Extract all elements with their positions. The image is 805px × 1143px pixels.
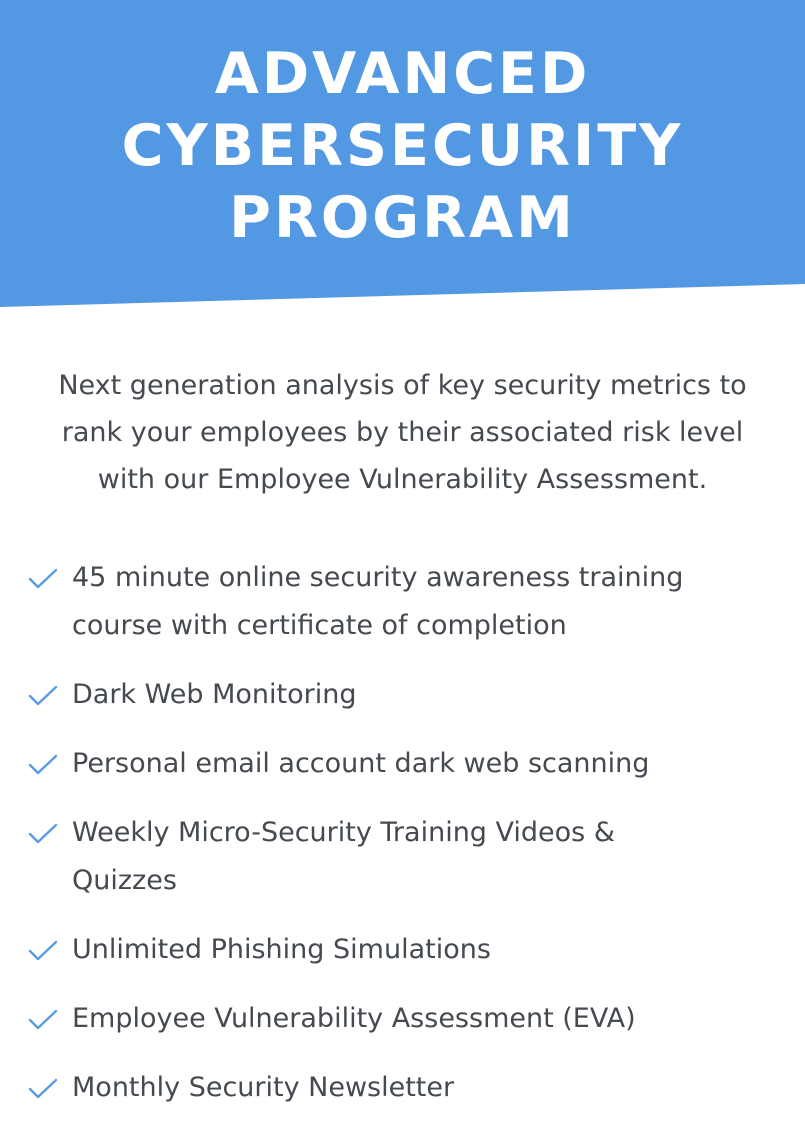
feature-item-text: Monthly Security Newsletter	[72, 1072, 455, 1103]
feature-item	[28, 740, 788, 788]
page-title	[0, 38, 805, 254]
feature-item	[28, 809, 788, 905]
feature-item-text: Quizzes	[72, 865, 177, 896]
check-icon	[28, 568, 58, 590]
feature-item	[28, 671, 788, 719]
check-icon	[28, 685, 58, 707]
feature-item-text: Personal email account dark web scanning	[72, 748, 650, 779]
check-icon	[28, 1009, 58, 1031]
check-icon	[28, 823, 58, 845]
feature-item	[28, 1064, 788, 1112]
feature-item	[28, 926, 788, 974]
title-line-3: PROGRAM	[229, 185, 576, 251]
title-line-2: CYBERSECURITY	[121, 113, 684, 179]
check-icon	[28, 754, 58, 776]
check-icon	[28, 940, 58, 962]
intro-paragraph	[0, 362, 805, 503]
feature-item	[28, 554, 788, 650]
feature-item-text: Employee Vulnerability Assessment (EVA)	[72, 1003, 636, 1034]
title-line-1: ADVANCED	[214, 41, 591, 107]
intro-line-2: rank your employees by their associated risk level	[61, 417, 744, 448]
feature-item-text: Weekly Micro-Security Training Videos &	[72, 817, 615, 848]
intro-line-1: Next generation analysis of key security metrics to	[58, 370, 747, 401]
check-icon	[28, 1078, 58, 1100]
feature-list	[28, 554, 788, 1133]
feature-item	[28, 995, 788, 1043]
feature-item-text: 45 minute online security awareness training	[72, 562, 684, 593]
intro-line-3: with our Employee Vulnerability Assessment.	[97, 464, 708, 495]
feature-item-text: course with certificate of completion	[72, 610, 567, 641]
feature-item-text: Unlimited Phishing Simulations	[72, 934, 491, 965]
feature-item-text: Dark Web Monitoring	[72, 679, 357, 710]
